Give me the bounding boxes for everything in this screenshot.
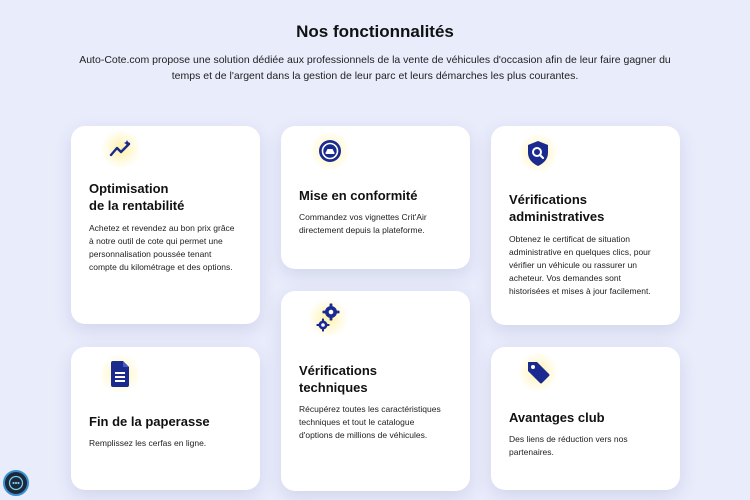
price-tag-icon (525, 359, 551, 385)
feature-card-paperasse (71, 347, 260, 490)
card-title: Mise en conformité (299, 188, 418, 203)
card-title: Avantages club (509, 410, 605, 425)
feature-card-conformite (281, 126, 470, 269)
card-text: Récupérez toutes les caractéristiques techniques et tout le catalogue d'options de millions de véhicules. (299, 404, 441, 440)
chat-icon (8, 475, 24, 491)
card-title: Fin de la paperasse (89, 414, 210, 429)
card-text: Obtenez le certificat de situation administrative en quelques clics, pour vérifier un véhicule ou rassurer un acheteur. Vos demandes sont historisées et mises à jour facilement. (509, 234, 651, 296)
card-title: Vérifications administratives (509, 192, 605, 224)
document-icon (107, 361, 133, 387)
feature-card-verif-tech (281, 291, 470, 491)
card-text: Remplissez les cerfas en ligne. (89, 438, 207, 448)
feature-card-verif-admin (491, 126, 680, 325)
card-title: Vérifications techniques (299, 363, 378, 395)
intro-text: Auto-Cote.com propose une solution dédiée aux professionnels de la vente de véhicules d'occasion afin de leur faire gagner du temps et de l'argent dans la gestion de leur parc et leurs démarches les plus courantes. (79, 54, 671, 82)
card-text: Des liens de réduction vers nos partenaires. (509, 434, 628, 457)
shield-search-icon (525, 140, 551, 166)
card-text: Achetez et revendez au bon prix grâce à notre outil de cote qui permet une personnalisation poussée tenant compte du kilométrage et des options. (89, 223, 235, 272)
feature-card-avantages (491, 347, 680, 490)
critair-sticker-icon (317, 138, 343, 164)
card-text: Commandez vos vignettes Crit'Air directement depuis la plateforme. (299, 212, 427, 235)
gears-icon (315, 305, 341, 331)
card-title: Optimisation de la rentabilité (89, 181, 185, 213)
page-title: Nos fonctionnalités (296, 22, 454, 41)
trending-chart-icon (108, 136, 134, 162)
feature-card-rentabilite (71, 126, 260, 324)
chat-widget-button[interactable] (3, 470, 29, 496)
